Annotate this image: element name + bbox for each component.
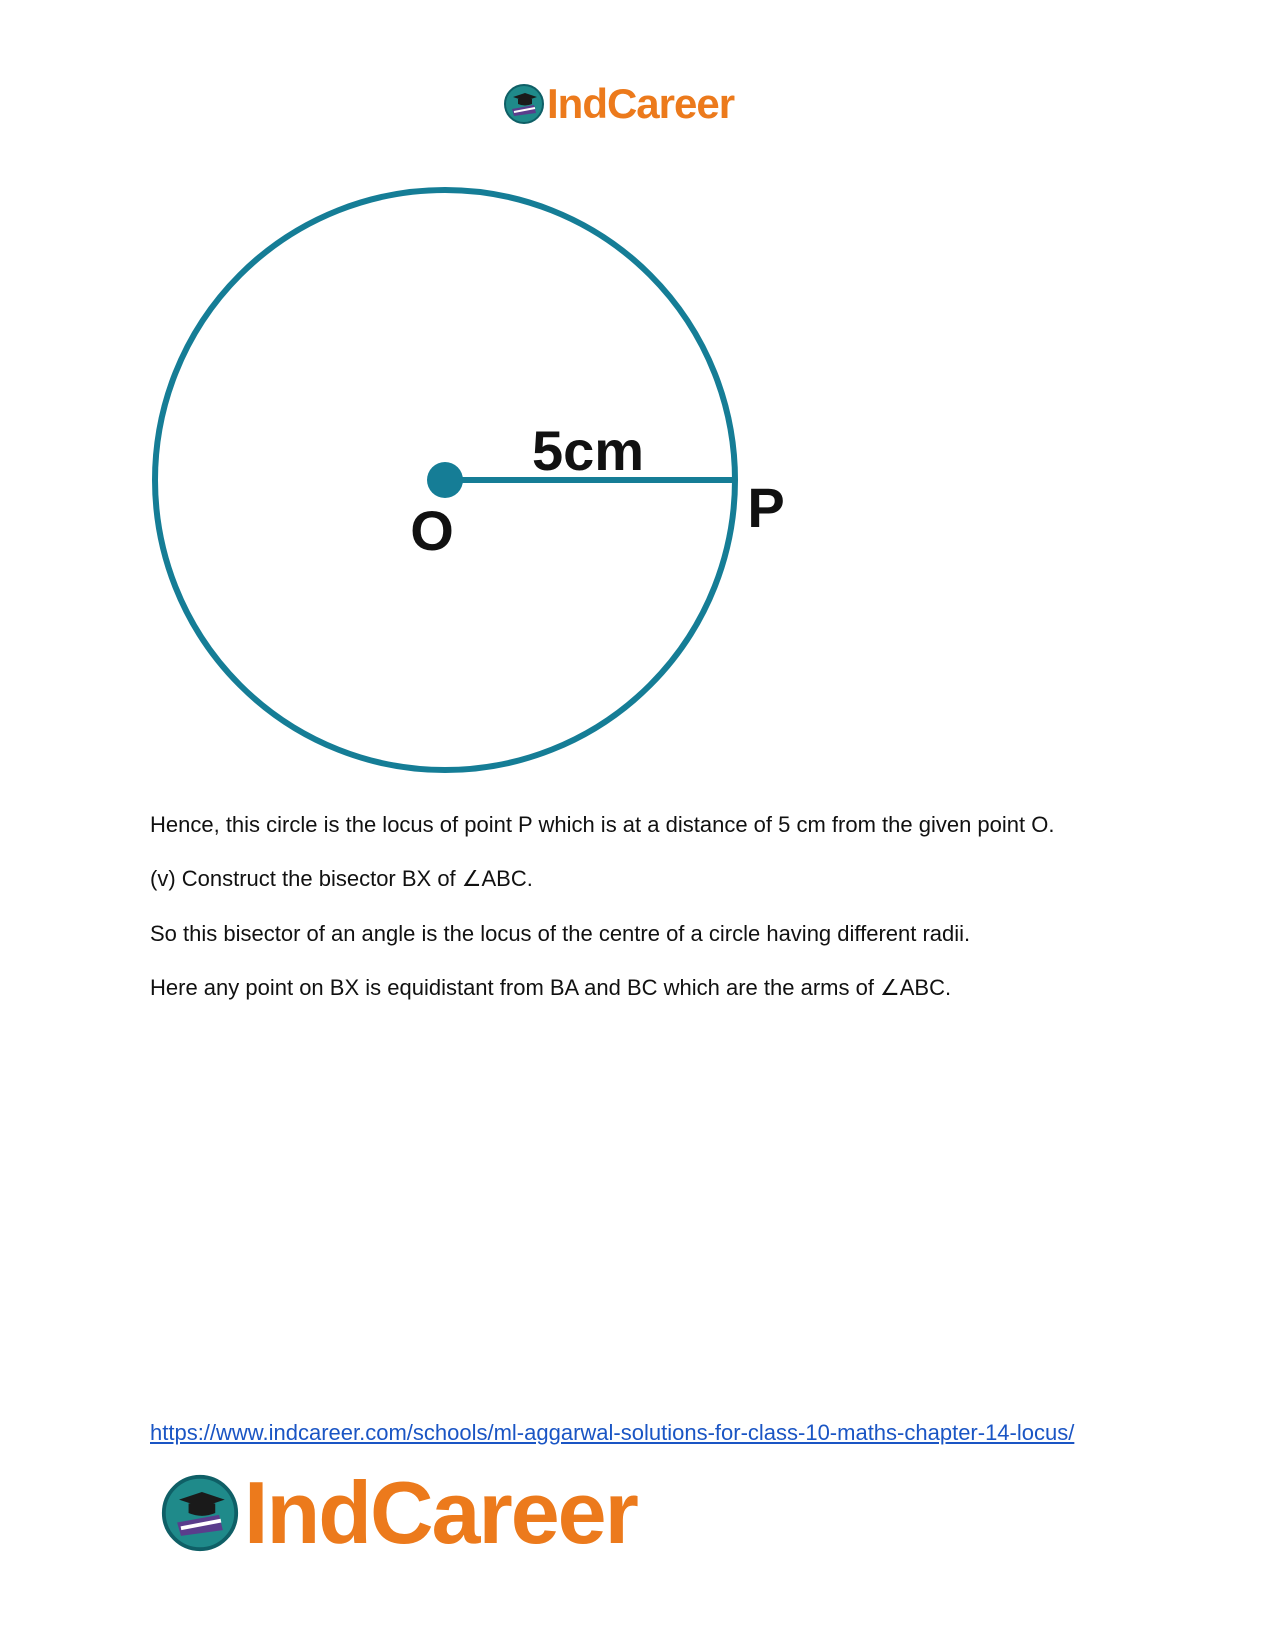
header-logo-text: IndCareer xyxy=(547,80,735,127)
logo-emblem-icon xyxy=(503,83,545,125)
radius-label: 5cm xyxy=(531,419,645,482)
source-url-link[interactable]: https://www.indcareer.com/schools/ml-aggarwal-solutions-for-class-10-maths-chapter-14-locus/ xyxy=(150,1420,1075,1445)
footer-logo xyxy=(160,1463,637,1562)
body-paragraph: Here any point on BX is equidistant from BA and BC which are the arms of ∠ABC. xyxy=(150,975,952,1000)
logo-emblem-icon xyxy=(160,1473,240,1553)
footer-logo-text: IndCareer xyxy=(244,1463,637,1562)
body-paragraph: (v) Construct the bisector BX of ∠ABC. xyxy=(150,866,533,891)
header-logo xyxy=(503,80,734,128)
body-paragraph: Hence, this circle is the locus of point P which is at a distance of 5 cm from the given point O. xyxy=(150,812,1055,837)
center-point xyxy=(427,462,463,498)
point-label: P xyxy=(747,476,785,539)
locus-circle-diagram xyxy=(140,180,800,790)
center-label: O xyxy=(410,499,454,562)
body-paragraph: So this bisector of an angle is the locus of the centre of a circle having different radii. xyxy=(150,921,971,946)
